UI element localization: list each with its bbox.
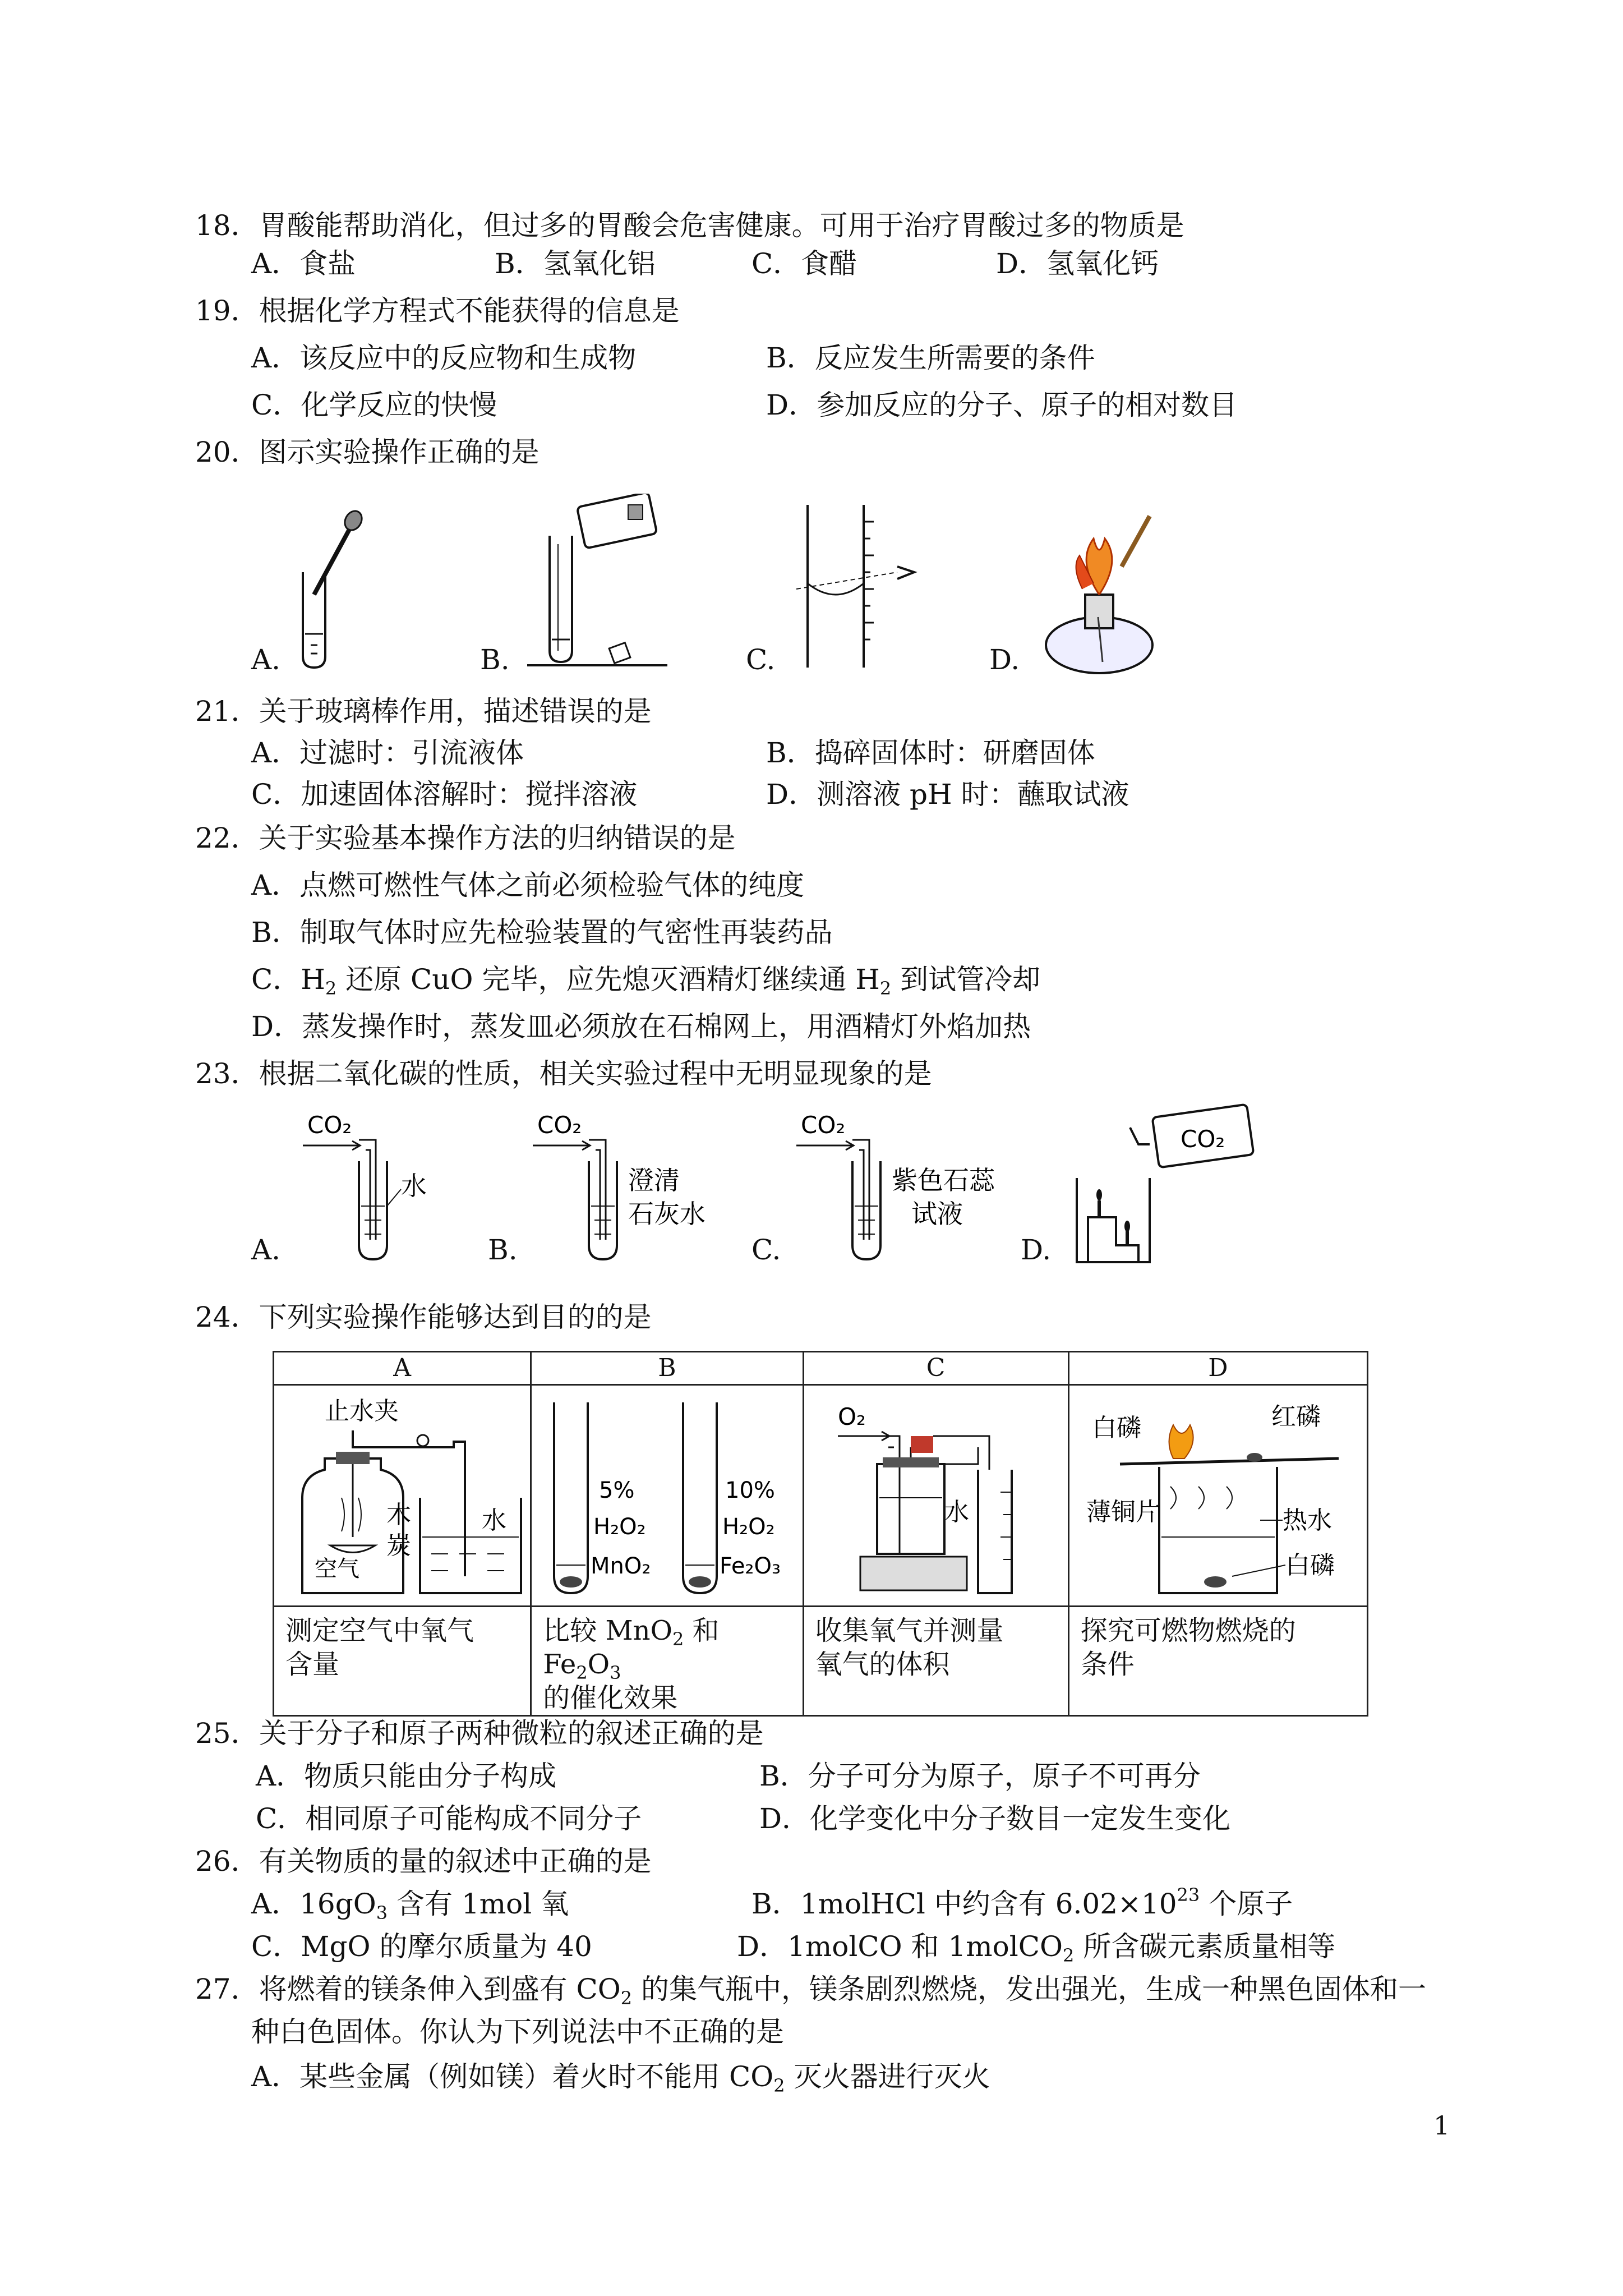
caption-b: 比较 MnO$_2$ 和 $Fe_2O_3$ 的催化效果 xyxy=(531,1607,803,1716)
svg-text:红磷: 红磷 xyxy=(1271,1402,1321,1431)
q26-option-a: A．$16gO_3$ 含有 1mol 氧 xyxy=(251,1888,569,1924)
svg-text:Fe₂O₃: Fe₂O₃ xyxy=(720,1553,781,1579)
q25-option-c: C．相同原子可能构成不同分子 xyxy=(256,1802,642,1835)
svg-text:木: 木 xyxy=(386,1501,411,1529)
q23-stem: 23．根据二氧化碳的性质，相关实验过程中无明显现象的是 xyxy=(195,1057,932,1090)
co2-into-limewater-figure xyxy=(533,1105,723,1273)
svg-text:水: 水 xyxy=(401,1171,427,1201)
q23-label-d: D. xyxy=(1021,1234,1052,1266)
q20-label-b: B. xyxy=(480,643,510,676)
svg-text:白磷: 白磷 xyxy=(1091,1414,1141,1442)
q23-label-c: C. xyxy=(751,1234,781,1266)
q26-option-d: D．1molCO 和 1molCO$_2$ 所含碳元素质量相等 xyxy=(737,1930,1336,1966)
table-header-d: D xyxy=(1068,1352,1367,1385)
q25-stem: 25．关于分子和原子两种微粒的叙述正确的是 xyxy=(195,1717,764,1750)
svg-text:石灰水: 石灰水 xyxy=(628,1199,706,1229)
q27-stem-line2: 种白色固体。你认为下列说法中不正确的是 xyxy=(251,2016,784,2048)
q26-option-c: C．MgO 的摩尔质量为 40 xyxy=(251,1930,592,1963)
svg-text:止水夹: 止水夹 xyxy=(325,1397,399,1425)
q22-option-c: C．$H_2$ 还原 CuO 完毕，应先熄灭酒精灯继续通 $H_2$ 到试管冷却 xyxy=(251,963,1041,999)
q21-option-a: A．过滤时：引流液体 xyxy=(251,737,524,769)
svg-text:水: 水 xyxy=(944,1498,969,1526)
q20-label-c: C. xyxy=(746,643,776,676)
co2-into-water-figure xyxy=(303,1105,443,1273)
q18-option-d: D．氢氧化钙 xyxy=(996,247,1159,280)
q25-option-a: A．物质只能由分子构成 xyxy=(256,1760,557,1792)
svg-text:试液: 试液 xyxy=(911,1199,963,1229)
combustion-conditions-figure xyxy=(1069,1386,1366,1603)
q19-option-c: C．化学反应的快慢 xyxy=(251,389,497,421)
caption-c: 收集氧气并测量 氧气的体积 xyxy=(803,1607,1068,1716)
q18-option-b: B．氢氧化铝 xyxy=(495,247,656,280)
q21-stem: 21．关于玻璃棒作用，描述错误的是 xyxy=(195,695,652,728)
oxygen-collection-figure xyxy=(804,1386,1067,1603)
q18-option-c: C．食醋 xyxy=(751,247,857,280)
svg-text:H₂O₂: H₂O₂ xyxy=(722,1514,775,1540)
q20-stem: 20．图示实验操作正确的是 xyxy=(195,436,540,468)
catalyst-comparison-figure xyxy=(532,1386,801,1603)
svg-text:CO₂: CO₂ xyxy=(1181,1125,1225,1153)
q27-stem-line1: 27．将燃着的镁条伸入到盛有 $CO_2$ 的集气瓶中，镁条剧烈燃烧，发出强光，生成一种黑色固体和一 xyxy=(195,1973,1427,2009)
alcohol-lamp-figure xyxy=(1032,505,1166,684)
q25-option-b: B．分子可分为原子，原子不可再分 xyxy=(759,1760,1201,1792)
table-header-a: A xyxy=(274,1352,531,1385)
svg-text:澄清: 澄清 xyxy=(628,1165,680,1195)
svg-text:CO₂: CO₂ xyxy=(307,1111,352,1139)
svg-text:空气: 空气 xyxy=(315,1556,359,1582)
q20-label-d: D. xyxy=(989,643,1020,676)
q23-label-a: A. xyxy=(251,1234,281,1266)
q27-option-a: A．某些金属（例如镁）着火时不能用 $CO_2$ 灭火器进行灭火 xyxy=(251,2060,990,2096)
svg-text:MnO₂: MnO₂ xyxy=(591,1553,651,1579)
air-oxygen-apparatus-figure xyxy=(274,1386,529,1603)
svg-text:CO₂: CO₂ xyxy=(801,1111,846,1139)
dropper-in-test-tube-figure xyxy=(292,505,376,673)
q24-stem: 24．下列实验操作能够达到目的的是 xyxy=(195,1301,652,1333)
svg-text:薄铜片: 薄铜片 xyxy=(1086,1498,1160,1526)
q20-label-a: A. xyxy=(251,643,281,676)
caption-d: 探究可燃物燃烧的 条件 xyxy=(1068,1607,1367,1716)
q18-option-a: A．食盐 xyxy=(251,247,356,280)
q19-stem: 19．根据化学方程式不能获得的信息是 xyxy=(195,295,680,327)
svg-text:10%: 10% xyxy=(725,1478,776,1503)
pouring-liquid-figure xyxy=(527,494,673,673)
svg-text:H₂O₂: H₂O₂ xyxy=(593,1514,646,1540)
svg-text:5%: 5% xyxy=(599,1478,635,1503)
q21-option-b: B．捣碎固体时：研磨固体 xyxy=(766,737,1095,769)
q23-label-b: B. xyxy=(488,1234,518,1266)
figure-cell-d xyxy=(1068,1385,1367,1607)
svg-text:白磷: 白磷 xyxy=(1285,1551,1335,1580)
q22-option-b: B．制取气体时应先检验装置的气密性再装药品 xyxy=(251,916,833,949)
q19-option-b: B．反应发生所需要的条件 xyxy=(766,342,1095,374)
q18-stem: 18．胃酸能帮助消化，但过多的胃酸会危害健康。可用于治疗胃酸过多的物质是 xyxy=(195,209,1184,242)
q24-experiment-table xyxy=(273,1351,1368,1717)
q25-option-d: D．化学变化中分子数目一定发生变化 xyxy=(759,1802,1231,1835)
svg-text:紫色石蕊: 紫色石蕊 xyxy=(892,1165,995,1195)
svg-text:热水: 热水 xyxy=(1282,1506,1332,1535)
co2-into-litmus-figure xyxy=(796,1105,1009,1273)
q22-option-d: D．蒸发操作时，蒸发皿必须放在石棉网上，用酒精灯外焰加热 xyxy=(251,1010,1031,1043)
q22-stem: 22．关于实验基本操作方法的归纳错误的是 xyxy=(195,822,736,854)
co2-candles-beaker-figure xyxy=(1066,1099,1262,1279)
q21-option-c: C．加速固体溶解时：搅拌溶液 xyxy=(251,778,638,811)
q26-stem: 26．有关物质的量的叙述中正确的是 xyxy=(195,1845,652,1878)
svg-text:CO₂: CO₂ xyxy=(537,1111,582,1139)
figure-cell-c xyxy=(803,1385,1068,1607)
svg-text:O₂: O₂ xyxy=(837,1403,866,1430)
q26-option-b: B．1molHCl 中约含有 $6.02\times 10^{23}$ 个原子 xyxy=(751,1884,1293,1920)
q19-option-a: A．该反应中的反应物和生成物 xyxy=(251,342,637,374)
figure-cell-b xyxy=(531,1385,803,1607)
q21-option-d: D．测溶液 pH 时：蘸取试液 xyxy=(766,778,1129,811)
table-header-c: C xyxy=(803,1352,1068,1385)
svg-text:炭: 炭 xyxy=(386,1531,411,1560)
reading-graduated-cylinder-figure xyxy=(785,505,931,673)
q22-option-a: A．点燃可燃性气体之前必须检验气体的纯度 xyxy=(251,869,805,901)
page-number: 1 xyxy=(1433,2110,1450,2141)
svg-text:水: 水 xyxy=(482,1506,506,1535)
q19-option-d: D．参加反应的分子、原子的相对数目 xyxy=(766,389,1238,421)
caption-a: 测定空气中氧气 含量 xyxy=(274,1607,531,1716)
figure-cell-a xyxy=(274,1385,531,1607)
table-header-b: B xyxy=(531,1352,803,1385)
